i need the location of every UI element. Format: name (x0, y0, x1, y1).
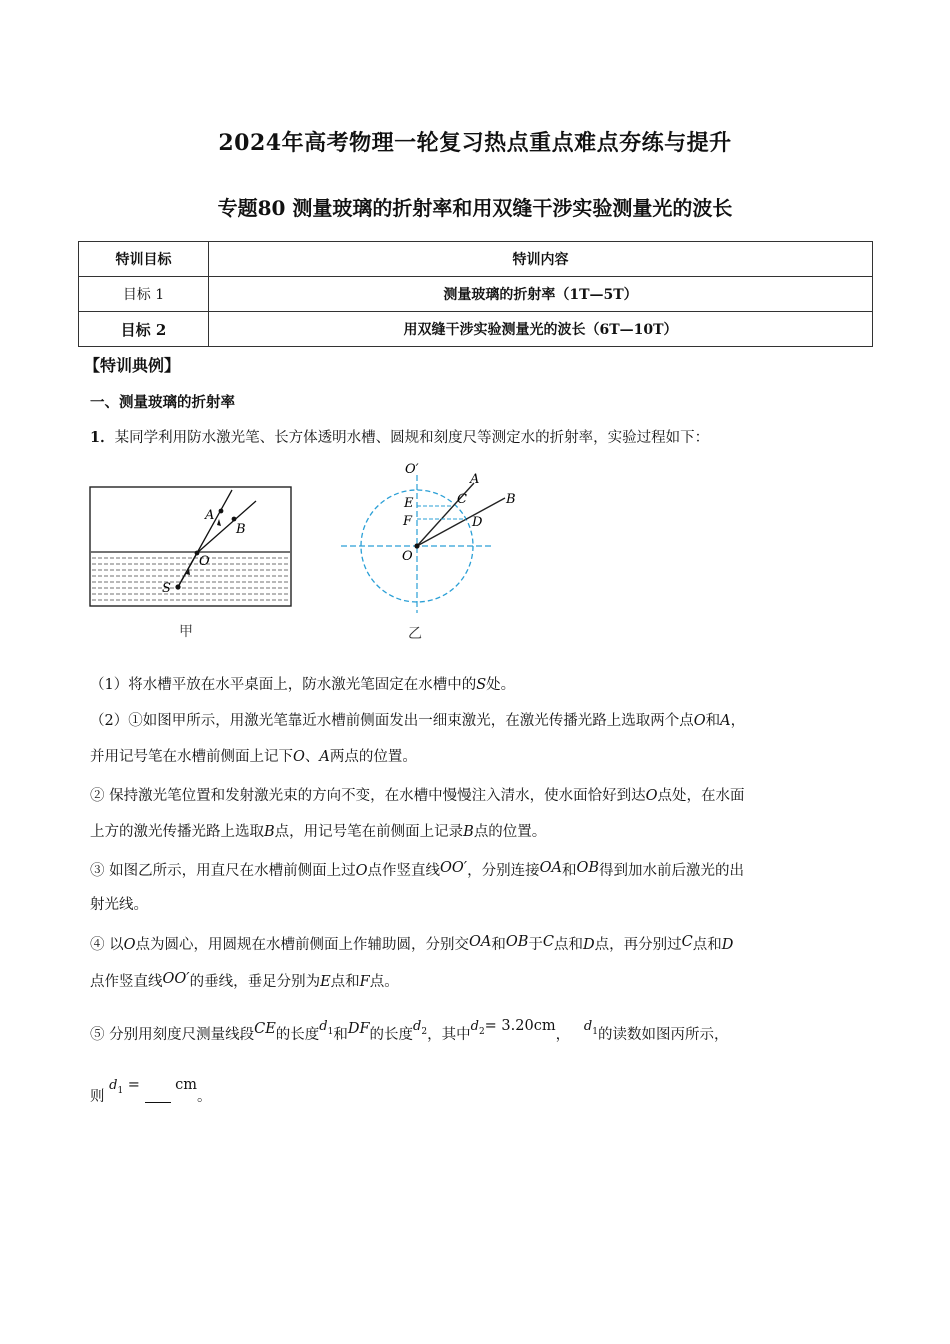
page-subtitle: 专题80 测量玻璃的折射率和用双缝干涉实验测量光的波长 (217, 196, 733, 220)
step-4-line-2: 射光线。 (90, 897, 148, 913)
step-3-line-2: 上方的激光传播光路上选取B点，用记号笔在前侧面上记录B点的位置。 (90, 824, 547, 840)
table-cell-goal: 目标 1 (79, 277, 209, 312)
label-c: C (457, 492, 467, 507)
step-4-line-1: ③ 如图乙所示，用直尺在水槽前侧面上过O点作竖直线OO′，分别连接OA和OB得到加水前后激光的出 (90, 860, 744, 879)
step-5-line-1: ④ 以O点为圆心，用圆规在水槽前侧面上作辅助圆，分别交OA和OB于C点和D点，再分别过C点和D (90, 934, 734, 953)
goals-table (78, 241, 873, 347)
table-header-content: 特训内容 (209, 242, 873, 277)
step-6-line-1: ⑤ 分别用刻度尺测量线段CE的长度$d^1$和DF的长度$d^2$，其中$d^2= 3.20cm$， $d^1$的读数如图丙所示， (90, 1018, 729, 1043)
table-header-row (79, 242, 873, 277)
step-5-line-2: 点作竖直线OO′的垂线，垂足分别为E点和F点。 (90, 971, 399, 990)
label-d: D (472, 515, 483, 530)
table-cell-content: 测量玻璃的折射率（1T—5T） (209, 277, 873, 312)
step-2-line-2: 并用记号笔在水槽前侧面上记下O、A两点的位置。 (90, 749, 417, 765)
figure-yi (336, 455, 536, 645)
label-b: B (236, 522, 246, 537)
part1-heading: 一、测量玻璃的折射率 (90, 394, 235, 411)
label-f: F (403, 514, 413, 529)
label-a: A (470, 472, 480, 487)
label-s: S (162, 581, 171, 596)
question-intro (90, 428, 709, 448)
step-6-line-2: 则 $d^1$ = cm。 (90, 1077, 212, 1105)
figure-jia-caption: 甲 (179, 624, 193, 640)
examples-heading: 【特训典例】 (84, 356, 181, 375)
table-cell-content: 用双缝干涉实验测量光的波长（6T—10T） (209, 312, 873, 347)
label-a: A (205, 508, 215, 523)
table-row (79, 312, 873, 347)
step-3-line-1: ② 保持激光笔位置和发射激光束的方向不变，在水槽中慢慢注入清水，使水面恰好到达O点处，在水面 (90, 788, 745, 804)
question-text: 某同学利用防水激光笔、长方体透明水槽、圆规和刻度尺等测定水的折射率，实验过程如下： (114, 430, 710, 446)
label-b: B (506, 492, 516, 507)
answer-blank[interactable] (145, 1088, 171, 1103)
page-title: 2024年高考物理一轮复习热点重点难点夯练与提升 (218, 130, 732, 156)
step-1: （1）将水槽平放在水平桌面上，防水激光笔固定在水槽中的S处。 (90, 677, 516, 693)
table-row (79, 277, 873, 312)
table-header-goal: 特训目标 (79, 242, 209, 277)
label-o: O (402, 549, 413, 564)
label-o: O (199, 554, 210, 569)
figure-jia (86, 484, 298, 644)
table-cell-goal: 目标 2 (79, 312, 209, 347)
step-2-line-1: （2）①如图甲所示，用激光笔靠近水槽前侧面发出一细束激光，在激光传播光路上选取两个点O和A， (90, 713, 746, 729)
label-o-prime: O′ (405, 462, 419, 477)
label-e: E (404, 496, 414, 511)
figure-yi-caption: 乙 (408, 626, 422, 642)
question-number: 1． (90, 429, 115, 446)
